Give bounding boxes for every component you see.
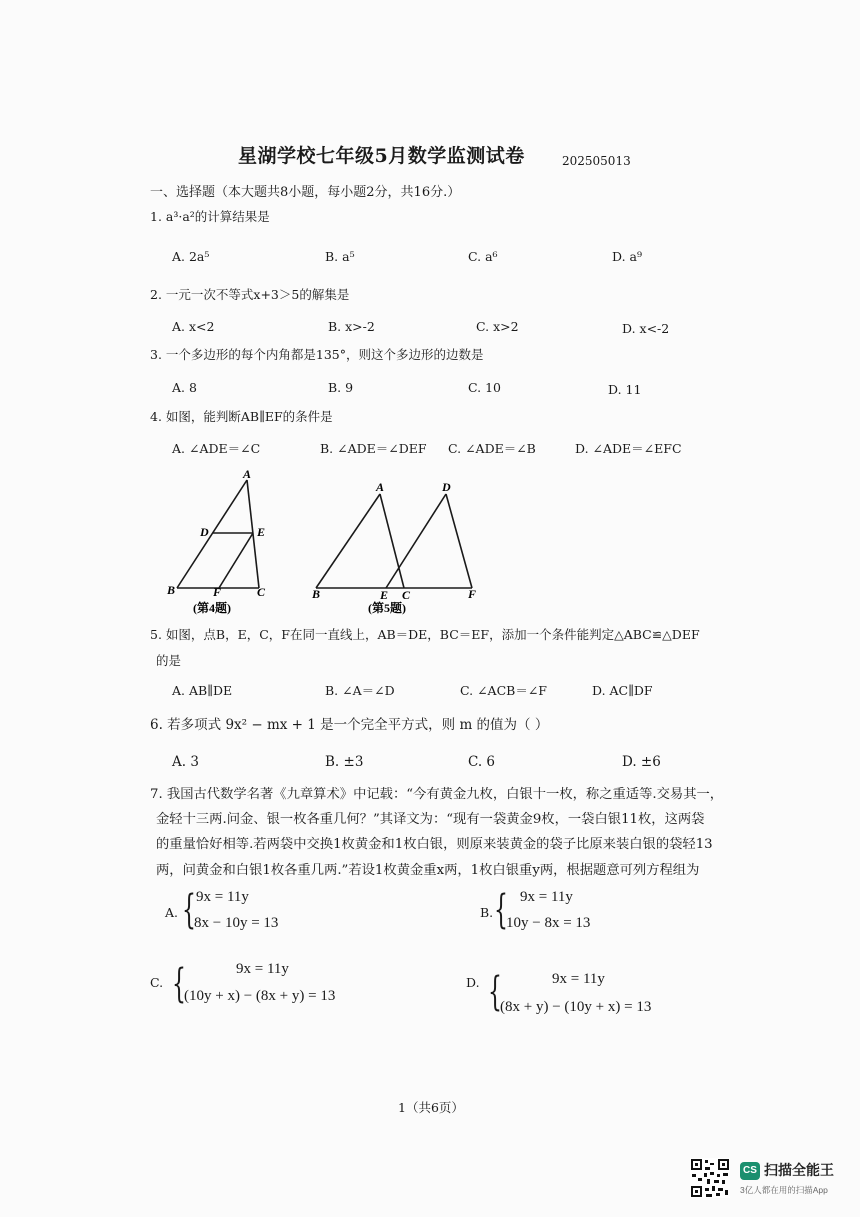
q5-option-b: B. ∠A＝∠D [325, 683, 395, 698]
q7-option-a-eq1: 9x = 11y [196, 889, 249, 905]
q7-option-c-brace: { [172, 961, 186, 1007]
fig4-label-a: A [243, 467, 252, 481]
q1-option-d: D. a⁹ [612, 249, 642, 264]
question-2-stem: 2. 一元一次不等式x+3＞5的解集是 [150, 287, 350, 302]
page-number: 1（共6页） [398, 1100, 464, 1115]
question-5-stem-cont: 的是 [156, 653, 182, 668]
q2-option-b: B. x>-2 [328, 319, 375, 334]
fig4-segment-ef [219, 533, 253, 588]
q7-option-b-eq1: 9x = 11y [520, 889, 573, 905]
q2-option-d: D. x<-2 [622, 321, 670, 336]
fig4-label-e: E [257, 525, 266, 539]
exam-code: 202505013 [562, 154, 631, 168]
q1-option-a: A. 2a⁵ [172, 249, 210, 264]
fig5-segment-ac [380, 494, 404, 588]
q7-option-d-brace: { [488, 969, 502, 1015]
q4-option-c: C. ∠ADE＝∠B [448, 441, 536, 456]
q6-option-a: A. 3 [172, 754, 199, 770]
question-1-stem: 1. a³·a²的计算结果是 [150, 209, 270, 224]
q7-option-a-label: A. [165, 905, 179, 920]
q5-option-d: D. AC∥DF [592, 683, 653, 698]
q7-option-a-brace: { [182, 887, 196, 933]
q4-option-d: D. ∠ADE＝∠EFC [575, 441, 682, 456]
figure-q5 [308, 466, 498, 616]
q7-option-b-brace: { [494, 887, 508, 933]
q4-option-b: B. ∠ADE＝∠DEF [320, 441, 427, 456]
question-7-line-1: 7. 我国古代数学名著《九章算术》中记载：“今有黄金九枚，白银十一枚，称之重适等.交易其一， [150, 787, 724, 802]
q7-option-b-label: B. [480, 905, 494, 920]
fig5-segment-df [446, 494, 472, 588]
q6-option-b: B. ±3 [325, 754, 364, 770]
q3-option-a: A. 8 [172, 380, 197, 395]
fig5-caption: (第5题) [368, 601, 406, 615]
fig4-label-b: B [167, 583, 176, 597]
q2-option-a: A. x<2 [172, 319, 215, 334]
q3-option-d: D. 11 [608, 382, 642, 397]
fig4-caption: (第4题) [193, 601, 231, 615]
q7-option-c-label: C. [150, 975, 164, 990]
q4-option-a: A. ∠ADE＝∠C [172, 441, 261, 456]
fig5-label-a: A [376, 480, 385, 494]
fig4-segment-ab [177, 480, 247, 588]
q7-option-b-eq2: 10y − 8x = 13 [506, 915, 591, 931]
q7-option-c-eq1: 9x = 11y [236, 961, 289, 977]
q1-option-b: B. a⁵ [325, 249, 355, 264]
q7-option-d-eq2: (8x + y) − (10y + x) = 13 [500, 999, 652, 1015]
fig5-segment-ab [316, 494, 380, 588]
question-6-stem: 6. 若多项式 9x² − mx + 1 是一个完全平方式，则 m 的值为（ ） [150, 717, 549, 733]
camscanner-name: 扫描全能王 [764, 1162, 834, 1178]
q7-option-d-eq1: 9x = 11y [552, 971, 605, 987]
camscanner-logo: CS [740, 1162, 760, 1180]
question-7-line-4: 两，问黄金和白银1枚各重几两.”若设1枚黄金重x两，1枚白银重y两，根据题意可列方程组为 [156, 863, 700, 878]
q2-option-c: C. x>2 [476, 319, 519, 334]
page-title: 星湖学校七年级5月数学监测试卷 [238, 145, 525, 167]
q7-option-d-label: D. [466, 975, 480, 990]
camscanner-tagline: 3亿人都在用的扫描App [740, 1185, 828, 1195]
q5-option-a: A. AB∥DE [172, 683, 233, 698]
fig4-label-c: C [257, 585, 266, 599]
q5-option-c: C. ∠ACB＝∠F [460, 683, 547, 698]
question-5-stem: 5. 如图，点B，E，C，F在同一直线上，AB＝DE，BC＝EF，添加一个条件能判定△ABC≌△DEF [150, 627, 700, 642]
q7-option-a-eq2: 8x − 10y = 13 [194, 915, 279, 931]
fig5-label-c: C [402, 588, 411, 602]
q7-option-c-eq2: (10y + x) − (8x + y) = 13 [184, 988, 336, 1004]
fig4-label-d: D [200, 525, 209, 539]
fig5-label-f: F [468, 587, 477, 601]
fig5-label-d: D [442, 480, 451, 494]
q6-option-d: D. ±6 [622, 754, 661, 770]
fig4-label-f: F [213, 585, 222, 599]
fig5-label-b: B [312, 587, 321, 601]
q1-option-c: C. a⁶ [468, 249, 498, 264]
qr-code-icon [690, 1158, 730, 1198]
question-4-stem: 4. 如图，能判断AB∥EF的条件是 [150, 409, 333, 424]
question-3-stem: 3. 一个多边形的每个内角都是135°，则这个多边形的边数是 [150, 347, 484, 362]
fig5-segment-de [386, 494, 446, 588]
question-7-line-3: 的重量恰好相等.若两袋中交换1枚黄金和1枚白银，则原来装黄金的袋子比原来装白银的袋轻13 [156, 837, 713, 852]
q3-option-c: C. 10 [468, 380, 501, 395]
section-heading: 一、选择题（本大题共8小题，每小题2分，共16分.） [150, 185, 461, 200]
q3-option-b: B. 9 [328, 380, 354, 395]
fig5-label-e: E [380, 588, 389, 602]
figure-q4 [165, 466, 285, 616]
q6-option-c: C. 6 [468, 754, 496, 770]
question-7-line-2: 金轻十三两.问金、银一枚各重几何？”其译文为：“现有一袋黄金9枚，一袋白银11枚，这两袋 [156, 812, 705, 827]
